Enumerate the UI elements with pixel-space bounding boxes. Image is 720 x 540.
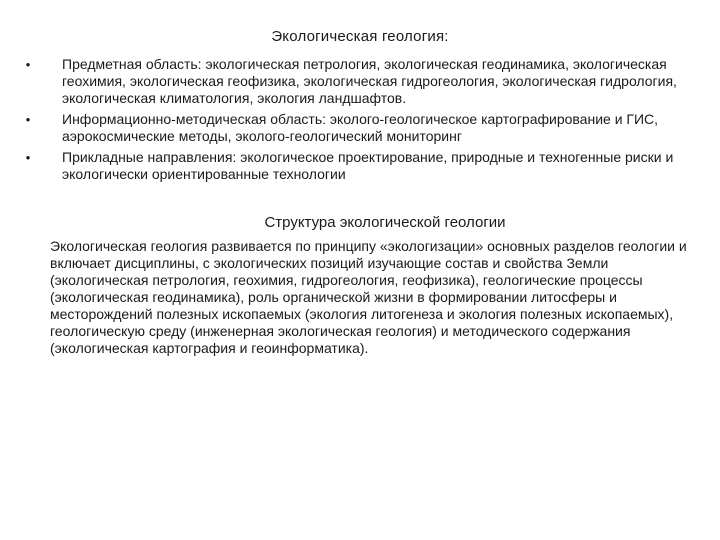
bullet-item-applied-area (22, 149, 682, 183)
bullet-list (22, 56, 682, 187)
slide-title: Экологическая геология: (271, 28, 449, 45)
bullet-item-methods-area (22, 111, 682, 145)
bullet-text: Прикладные направления: экологическое проектирование, природные и техногенные риски и экологически ориентированные технологии (62, 149, 674, 182)
body-paragraph: Экологическая геология развивается по принципу «экологизации» основных разделов геологии и включает дисциплины, с экологических позиций изучающие состав и свойства Земли (экологическая петрология, геохимия, гидрогеология, геофизика), геологические процессы (экологическая геодинамика), роль органической жизни в формировании литосферы и месторождений полезных ископаемых (экология литогенеза и экология полезных ископаемых), геологическую среду (инженерная экологическая геология) и методического содержания (экологическая картография и геоинформатика). (50, 238, 687, 356)
bullet-text: Предметная область: экологическая петрология, экологическая геодинамика, экологическая геохимия, экологическая геофизика, экологическая гидрогеология, экологическая гидрология, экологическая климатология, экология ландшафтов. (62, 56, 677, 106)
bullet-icon: • (25, 112, 31, 127)
bullet-icon: • (25, 57, 31, 72)
bullet-item-subject-area (22, 56, 682, 107)
bullet-icon: • (25, 150, 31, 165)
section-subtitle: Структура экологической геологии (264, 214, 506, 231)
bullet-text: Информационно-методическая область: эколого-геологическое картографирование и ГИС, аэрокосмические методы, эколого-геологический мониторинг (62, 111, 659, 144)
